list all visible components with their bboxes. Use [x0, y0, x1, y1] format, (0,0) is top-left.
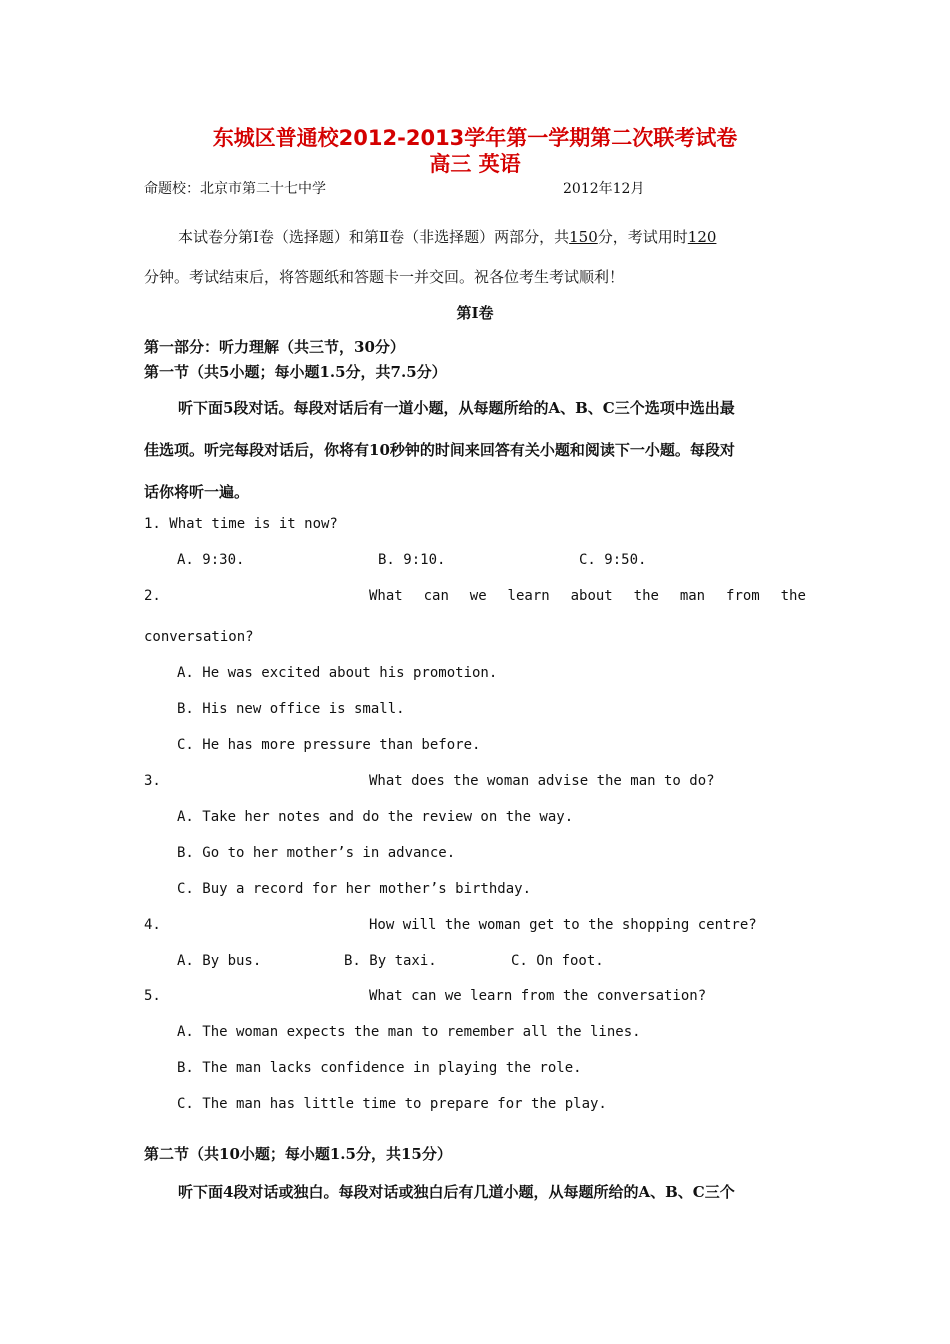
- q2-word: can: [423, 588, 449, 604]
- q2-word: about: [570, 588, 613, 604]
- q4-option-c: C. On foot.: [511, 953, 604, 969]
- q3-number: 3.: [144, 773, 161, 789]
- exam-subtitle: 高三 英语: [429, 152, 521, 176]
- q2-word: the: [633, 588, 659, 604]
- instruction-line-3: 话你将听一遍。: [144, 483, 250, 501]
- part1-heading: 第一部分：听力理解（共三节，30分）: [144, 338, 405, 356]
- question-2: [369, 588, 806, 604]
- intro-line-1: [178, 226, 716, 247]
- question-1: 1. What time is it now?: [144, 516, 338, 532]
- q5-number: 5.: [144, 988, 161, 1004]
- q5-option-a: A. The woman expects the man to remember all the lines.: [177, 1024, 641, 1040]
- q1-option-b: B. 9:10.: [378, 552, 446, 568]
- q2-number: 2.: [144, 588, 161, 604]
- question-4: How will the woman get to the shopping centre?: [369, 917, 757, 933]
- q5-option-c: C. The man has little time to prepare for the play.: [177, 1096, 607, 1112]
- q3-option-c: C. Buy a record for her mother’s birthday.: [177, 881, 532, 897]
- q1-option-c: C. 9:50.: [579, 552, 647, 568]
- q5-option-b: B. The man lacks confidence in playing the role.: [177, 1060, 582, 1076]
- q3-option-a: A. Take her notes and do the review on the way.: [177, 809, 574, 825]
- q2-option-b: B. His new office is small.: [177, 701, 405, 717]
- q4-option-a: A. By bus.: [177, 953, 262, 969]
- section2-heading: 第二节（共10小题；每小题1.5分，共15分）: [144, 1145, 452, 1163]
- q4-number: 4.: [144, 917, 161, 933]
- intro-text-b: 分，考试用时: [597, 228, 688, 246]
- q1-option-a: A. 9:30.: [177, 552, 245, 568]
- q2-continuation: conversation?: [144, 629, 254, 645]
- question-5: What can we learn from the conversation?: [369, 988, 707, 1004]
- instruction-line-1: 听下面5段对话。每段对话后有一道小题，从每题所给的A、B、C三个选项中选出最: [178, 399, 735, 417]
- q2-word: we: [469, 588, 487, 604]
- question-3: What does the woman advise the man to do?: [369, 773, 715, 789]
- q2-option-a: A. He was excited about his promotion.: [177, 665, 498, 681]
- section1-heading: 第一节（共5小题；每小题1.5分，共7.5分）: [144, 363, 447, 381]
- q3-option-b: B. Go to her mother’s in advance.: [177, 845, 456, 861]
- q2-word: learn: [507, 588, 550, 604]
- q2-word: man: [679, 588, 706, 604]
- q4-option-b: B. By taxi.: [344, 953, 437, 969]
- instruction-line-2: 佳选项。听完每段对话后，你将有10秒钟的时间来回答有关小题和阅读下一小题。每段对: [144, 441, 735, 459]
- q2-word: the: [780, 588, 806, 604]
- q2-word: from: [726, 588, 760, 604]
- q2-option-c: C. He has more pressure than before.: [177, 737, 481, 753]
- q2-word: What: [369, 588, 403, 604]
- section2-instructions: 听下面4段对话或独白。每段对话或独白后有几道小题，从每题所给的A、B、C三个: [178, 1183, 735, 1201]
- setter-school: 命题校：北京市第二十七中学: [144, 181, 326, 197]
- intro-text-a: 本试卷分第Ⅰ卷（选择题）和第Ⅱ卷（非选择题）两部分，共: [178, 228, 570, 246]
- volume-heading: 第Ⅰ卷: [456, 304, 494, 322]
- exam-date: 2012年12月: [563, 181, 645, 197]
- exam-title: 东城区普通校2012-2013学年第一学期第二次联考试卷: [212, 126, 738, 150]
- intro-line-2: 分钟。考试结束后，将答题纸和答题卡一并交回。祝各位考生考试顺利！: [144, 268, 625, 286]
- exam-minutes: 120: [687, 228, 717, 246]
- total-score: 150: [569, 228, 598, 246]
